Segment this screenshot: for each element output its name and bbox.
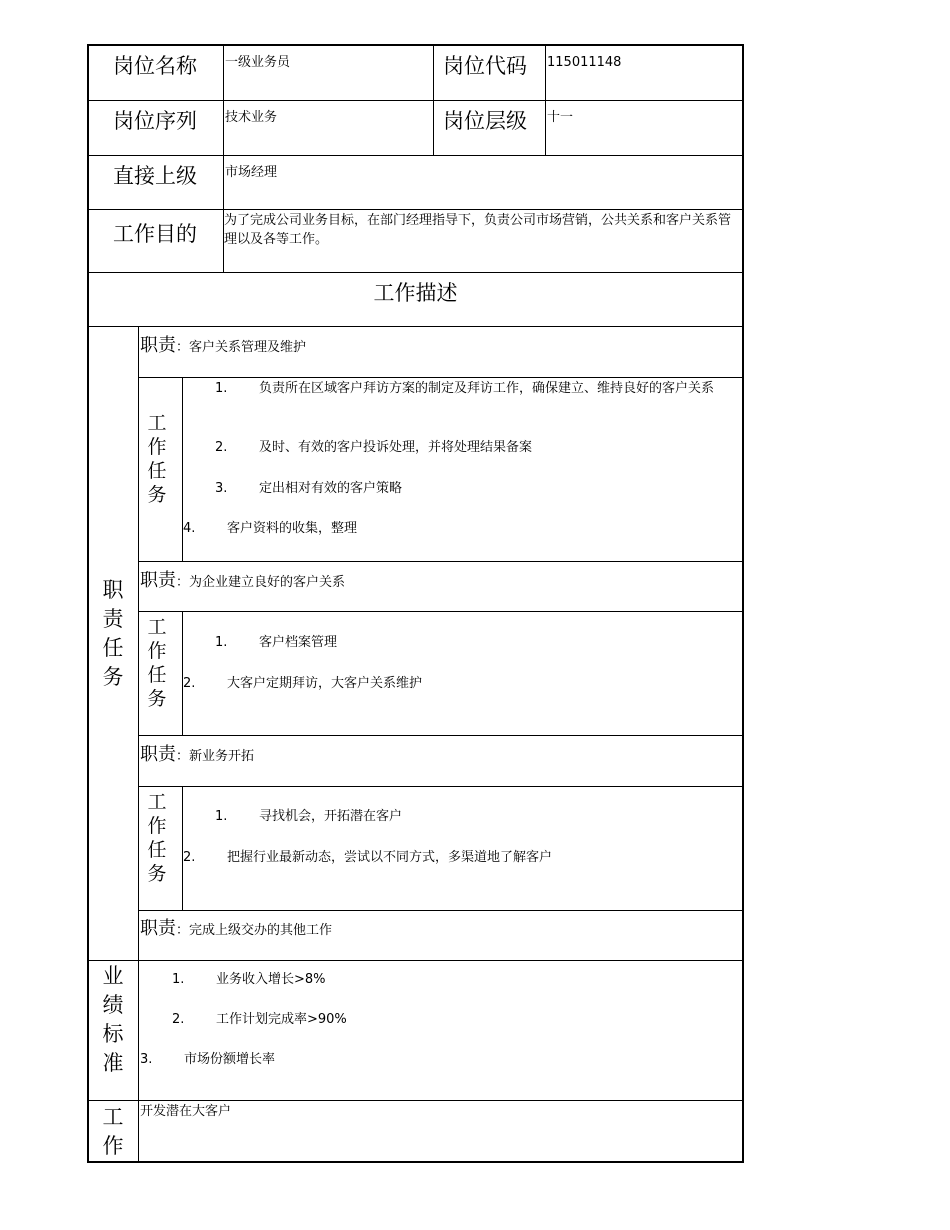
duty-title: 职责：为企业建立良好的客户关系: [140, 570, 346, 591]
superior-label: 直接上级: [113, 164, 197, 188]
position-series-label: 岗位序列: [113, 109, 197, 133]
col-line: [545, 44, 546, 156]
position-name-label: 岗位名称: [113, 54, 197, 78]
duty-line: [138, 910, 744, 911]
duty-line: [138, 611, 744, 612]
list-item: 1. 寻找机会，开拓潜在客户: [215, 809, 403, 824]
list-item: 2. 工作计划完成率>90%: [172, 1012, 347, 1027]
list-item: 2. 把握行业最新动态，尝试以不同方式，多渠道地了解客户: [183, 850, 553, 865]
task-label: 工 作 任 务: [147, 412, 167, 506]
purpose-label: 工作目的: [113, 222, 197, 246]
duty-line: [138, 735, 744, 736]
task-label: 工 作 任 务: [147, 616, 167, 710]
row-line: [87, 100, 744, 101]
position-code-label: 岗位代码: [443, 54, 527, 78]
position-level-label: 岗位层级: [443, 109, 527, 133]
duty-section-label: 职 责 任 务: [102, 578, 124, 689]
row-line: [87, 326, 744, 327]
list-item: 2. 及时、有效的客户投诉处理，并将处理结果备案: [215, 440, 533, 455]
work-value: 开发潜在大客户: [140, 1104, 232, 1119]
row-line: [87, 960, 744, 961]
col-line: [138, 326, 139, 1162]
duty-line: [138, 377, 744, 378]
list-item: 4. 客户资料的收集，整理: [183, 521, 358, 536]
duty-line: [138, 561, 744, 562]
superior-value: 市场经理: [225, 165, 278, 180]
list-item: 1. 业务收入增长>8%: [172, 972, 326, 987]
row-line: [87, 155, 744, 156]
position-name-value: 一级业务员: [225, 55, 291, 70]
purpose-value: 为了完成公司业务目标，在部门经理指导下，负责公司市场营销，公共关系和客户关系管理以及各等工作。: [224, 213, 732, 247]
row-line: [87, 272, 744, 273]
list-item: 3. 市场份额增长率: [140, 1052, 276, 1067]
list-item: 1. 客户档案管理: [215, 635, 338, 650]
position-series-value: 技术业务: [225, 110, 278, 125]
work-label: 工 作: [102, 1105, 124, 1158]
duty-title: 职责：新业务开拓: [140, 744, 255, 765]
list-item: 2. 大客户定期拜访，大客户关系维护: [183, 676, 423, 691]
row-line: [87, 209, 744, 210]
position-level-value: 十一: [547, 110, 574, 125]
description-title: 工作描述: [373, 281, 458, 305]
list-item: 1. 负责所在区域客户拜访方案的制定及拜访工作，确保建立、维持良好的客户关系: [215, 381, 715, 396]
border-top: [87, 44, 744, 46]
duty-title: 职责：客户关系管理及维护: [140, 335, 307, 356]
row-line: [87, 1100, 744, 1101]
duty-title: 职责：完成上级交办的其他工作: [140, 918, 333, 939]
list-item: 3. 定出相对有效的客户策略: [215, 481, 403, 496]
border-left: [87, 44, 89, 1163]
performance-label: 业 绩 标 准: [102, 964, 124, 1075]
position-code-value: 115011148: [547, 55, 622, 70]
col-line: [433, 44, 434, 156]
task-label: 工 作 任 务: [147, 791, 167, 885]
border-right: [742, 44, 744, 1163]
duty-line: [138, 786, 744, 787]
border-bottom: [87, 1161, 744, 1163]
task-col-line: [182, 611, 183, 735]
